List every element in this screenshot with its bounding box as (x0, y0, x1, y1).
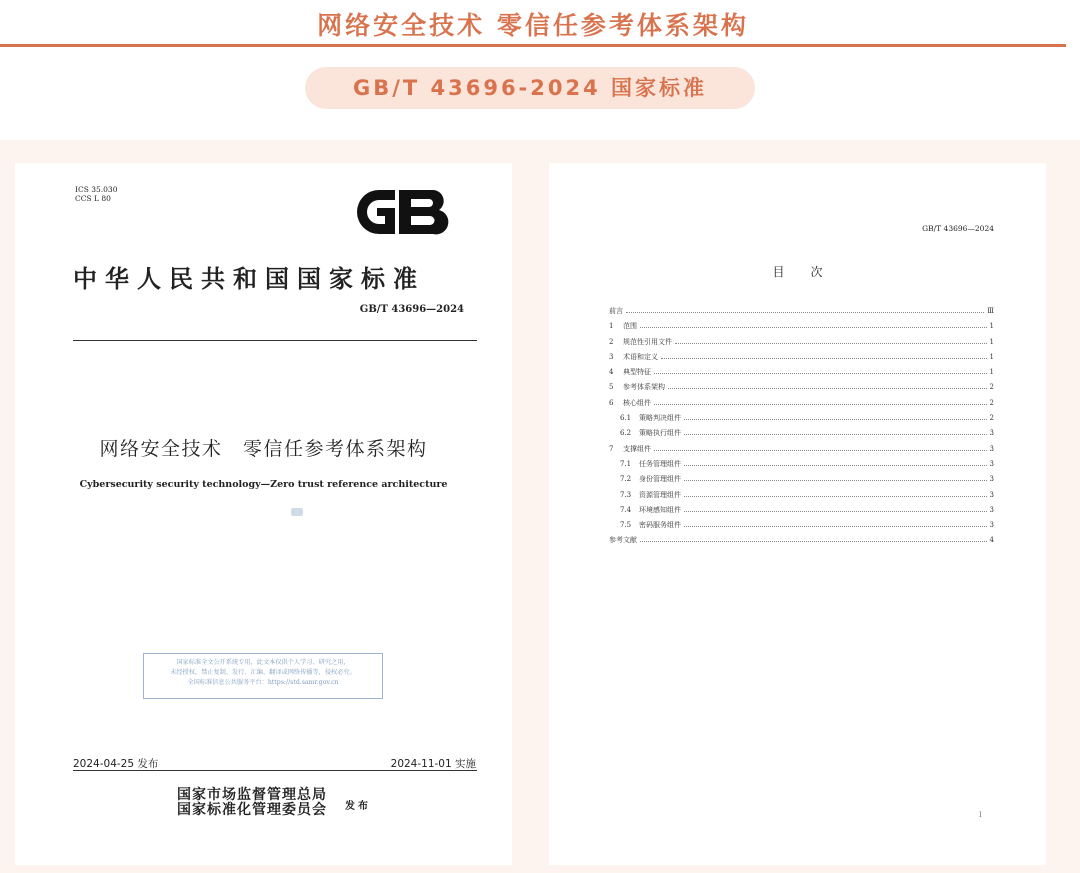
issuing-org: 国家市场监督管理总局 (177, 787, 327, 803)
toc-entry-label: 术语和定义 (623, 352, 658, 361)
toc-entry-number: 5 (609, 383, 614, 392)
toc-entry-label: 资源管理组件 (639, 490, 681, 499)
toc-entry-page: 3 (989, 429, 994, 438)
toc-leader-dots (675, 339, 987, 344)
issue-date: 2024-04-25 发布 (73, 758, 159, 770)
toc-entry-number: 7.3 (620, 490, 632, 499)
toc-entry-number: 2 (609, 337, 614, 346)
toc-entry[interactable] (609, 474, 994, 489)
banner (0, 0, 1080, 140)
toc-entry-page: 3 (989, 490, 994, 499)
notice-line: 国家标准全文公开系统专用，此文本仅供个人学习、研究之用， (176, 659, 350, 666)
toc-entry-page: 1 (989, 322, 994, 331)
toc-entry-label: 策略判决组件 (639, 414, 681, 423)
toc-standard-code: GB/T 43696—2024 (922, 224, 994, 233)
toc-leader-dots (684, 415, 987, 420)
banner-title: 网络安全技术 零信任参考体系架构 (317, 11, 749, 40)
toc-entry-page: 4 (989, 536, 994, 545)
toc-entry[interactable] (609, 413, 994, 428)
toc-leader-dots (684, 507, 987, 512)
standard-type-heading: 中华人民共和国国家标准 (73, 264, 425, 293)
toc-entry-page: 3 (989, 459, 994, 468)
page-number: I (979, 811, 982, 819)
toc-entry[interactable] (609, 367, 994, 382)
toc-entry-number: 7.5 (620, 521, 632, 530)
toc-entry[interactable] (609, 490, 994, 505)
toc-entry-page: 2 (989, 398, 994, 407)
toc-entry[interactable] (609, 444, 994, 459)
date-divider (73, 770, 477, 771)
toc-entry-page: 2 (989, 383, 994, 392)
toc-leader-dots (684, 461, 987, 466)
toc-entry-page: Ⅲ (987, 307, 994, 315)
toc-entry-number: 3 (609, 352, 614, 361)
toc-entry-label: 环境感知组件 (639, 505, 681, 514)
standard-title-cn: 网络安全技术 零信任参考体系架构 (99, 438, 428, 460)
toc-entry-number: 4 (609, 368, 614, 377)
toc-entry-page: 3 (989, 521, 994, 530)
toc-entry[interactable] (609, 306, 994, 321)
watermark-mark (291, 508, 303, 516)
toc-leader-dots (684, 476, 987, 481)
toc-leader-dots (661, 354, 987, 359)
toc-entry-label: 参考文献 (609, 536, 637, 545)
toc-entry-page: 3 (989, 475, 994, 484)
toc-entry-page: 3 (989, 444, 994, 453)
toc-entry-number: 7.1 (620, 459, 632, 468)
toc-entry-number: 7.2 (620, 475, 632, 484)
toc-entry[interactable] (609, 352, 994, 367)
toc-leader-dots (684, 430, 987, 435)
notice-line: 全国标准信息公共服务平台：https://std.samr.gov.cn (187, 679, 339, 686)
toc-entry-label: 规范性引用文件 (623, 337, 672, 346)
toc-entry-page: 1 (989, 352, 994, 361)
toc-entry[interactable] (609, 337, 994, 352)
toc-entry[interactable] (609, 535, 994, 550)
toc-entry-number: 7 (609, 444, 614, 453)
gb-logo-icon (349, 186, 451, 238)
toc-entry-number: 7.4 (620, 505, 632, 514)
toc-entry[interactable] (609, 505, 994, 520)
toc-entry-label: 核心组件 (623, 398, 651, 407)
toc-entry-label: 策略执行组件 (639, 429, 681, 438)
issuing-org: 国家标准化管理委员会 (177, 802, 327, 818)
toc-leader-dots (654, 446, 987, 451)
toc-entry-number: 6.2 (620, 429, 632, 438)
toc-entry-number: 1 (609, 322, 614, 331)
table-of-contents-page (549, 163, 1046, 865)
toc-entry[interactable] (609, 428, 994, 443)
toc-entry-page: 2 (989, 414, 994, 423)
toc-leader-dots (654, 369, 987, 374)
toc-leader-dots (640, 537, 987, 542)
toc-entry-label: 范围 (623, 322, 637, 331)
toc-entry-label: 前言 (609, 307, 623, 315)
toc-entry[interactable] (609, 520, 994, 535)
toc-entry[interactable] (609, 459, 994, 474)
toc-entry[interactable] (609, 382, 994, 397)
ccs-code: CCS L 80 (75, 194, 111, 203)
toc-entry-label: 支撑组件 (623, 444, 651, 453)
toc-entry-label: 任务管理组件 (639, 459, 681, 468)
implementation-date: 2024-11-01 实施 (390, 758, 476, 770)
toc-leader-dots (668, 384, 987, 389)
toc-leader-dots (684, 492, 987, 497)
toc-leader-dots (684, 522, 987, 527)
toc-leader-dots (640, 323, 987, 328)
cover-page (15, 163, 512, 865)
toc-entry-number: 6.1 (620, 414, 632, 423)
banner-divider (0, 44, 1066, 47)
ics-code: ICS 35.030 (75, 185, 118, 194)
cover-divider (73, 340, 477, 341)
issuing-organizations (177, 788, 327, 818)
standard-number-badge: GB/T 43696-2024 国家标准 (305, 67, 755, 109)
toc-list (609, 306, 994, 551)
toc-entry-label: 参考体系架构 (623, 383, 665, 392)
toc-heading: 目次 (772, 265, 849, 279)
toc-leader-dots (626, 308, 984, 313)
toc-entry-page: 1 (989, 337, 994, 346)
standard-code: GB/T 43696—2024 (359, 304, 464, 315)
toc-entry-page: 1 (989, 368, 994, 377)
toc-entry-label: 密码服务组件 (639, 521, 681, 530)
copyright-notice (143, 653, 383, 699)
classification-codes (75, 185, 117, 203)
toc-entry[interactable] (609, 321, 994, 336)
publish-label: 发布 (345, 801, 371, 812)
toc-leader-dots (654, 400, 987, 405)
toc-entry[interactable] (609, 398, 994, 413)
standard-title-en: Cybersecurity security technology—Zero trust reference architecture (79, 479, 448, 490)
toc-entry-page: 3 (989, 505, 994, 514)
toc-entry-number: 6 (609, 398, 614, 407)
toc-entry-label: 典型特征 (623, 368, 651, 377)
notice-line: 未经授权，禁止复制、发行、汇编、翻译或网络传播等，侵权必究。 (170, 669, 356, 676)
toc-entry-label: 身份管理组件 (639, 475, 681, 484)
